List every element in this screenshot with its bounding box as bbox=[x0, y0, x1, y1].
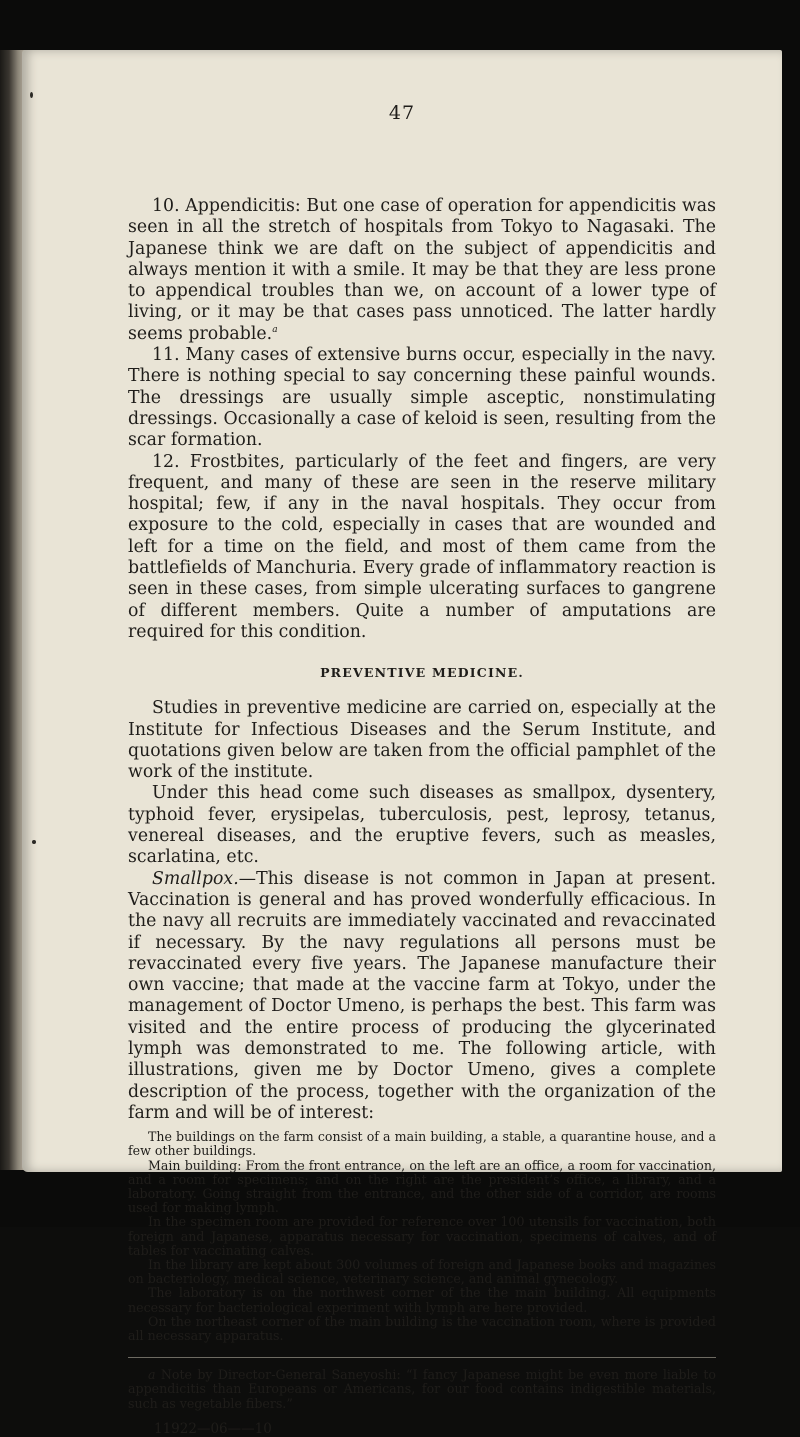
quoted-paragraph: The buildings on the farm consist of a main building, a stable, a quarantine house, and a few other buildings. bbox=[128, 1129, 716, 1159]
printer-signature: 11922—06——10 bbox=[154, 1420, 272, 1437]
quoted-paragraph: On the northeast corner of the main building is the vaccination room, where is provided all necessary apparatus. bbox=[128, 1313, 716, 1344]
paragraph-appendicitis-text: 10. Appendicitis: But one case of operation for appendicitis was seen in all the stretch of hospitals from Tokyo to Nagasaki. The Japanese think we are daft on the subject of appendicitis and always mention it with a smile. It may be that they are less prone to appendical troubles than we, on account of a lower type of living, or it may be that cases pass unnoticed. The latter hardly seems probable. bbox=[128, 196, 716, 344]
footnote bbox=[128, 1368, 716, 1411]
footnote-mark: a bbox=[148, 1367, 156, 1383]
smallpox-text: —This disease is not common in Japan at present. Vaccination is general and has proved wonderfully efficacious. In the navy all recruits are immediately vaccinated and revaccinated if necessary. By the navy regulations all persons must be revaccinated every five years. The Japanese manufacture their own vaccine; that made at the vaccine farm at Tokyo, under the management of Doctor Umeno, is perhaps the best. This farm was visited and the entire process of producing the glycerinated lymph was demonstrated to me. The following article, with illustrations, given me by Doctor Umeno, gives a complete description of the process, together with the organization of the farm and will be of interest: bbox=[128, 868, 716, 1123]
paragraph-diseases: Under this head come such diseases as smallpox, dysentery, typhoid fever, erysipelas, tuberculosis, pest, leprosy, tetanus, venereal diseases, and the eruptive fevers, such as measles, scarlatina, etc. bbox=[128, 783, 716, 868]
document-page bbox=[22, 50, 782, 1437]
quoted-paragraph: Main building: From the front entrance, on the left are an office, a room for vaccination, and a room for specimens; and on the right are the president’s office, a library, and a laboratory. Going straight from the entrance, and the other side of a corridor, are rooms used for making lymph. bbox=[128, 1157, 716, 1216]
page-number: 47 bbox=[388, 102, 416, 124]
paragraph-smallpox bbox=[128, 869, 716, 1125]
section-heading: PREVENTIVE MEDICINE. bbox=[320, 665, 524, 681]
page-body bbox=[128, 196, 716, 1437]
quoted-paragraph: The laboratory is on the northwest corner of the the main building. All equipments necessary for bacteriological experiment with lymph are here provided. bbox=[128, 1285, 716, 1315]
footnote-reference: a bbox=[272, 325, 278, 336]
paragraph-preventive-intro: Studies in preventive medicine are carried on, especially at the Institute for Infectious Diseases and the Serum Institute, and quotations given below are taken from the official pamphlet of the work of the institute. bbox=[128, 698, 716, 783]
paragraph-frostbites: 12. Frostbites, particularly of the feet and fingers, are very frequent, and many of these are seen in the reserve military hospital; few, if any in the naval hospitals. They occur from exposure to the cold, especially in cases that are wounded and left for a time on the field, and most of them came from the battlefields of Manchuria. Every grade of inflammatory reaction is seen in these cases, from simple ulcerating surfaces to gangrene of different members. Quite a number of amputations are required for this condition. bbox=[128, 451, 716, 642]
paper-speck bbox=[32, 840, 36, 844]
footnote-divider bbox=[128, 1357, 716, 1358]
quoted-paragraph: In the library are kept about 300 volumes of foreign and Japanese books and magazines on bacteriology, medical science, veterinary science, and animal gynecology. bbox=[128, 1257, 716, 1287]
smallpox-label: Smallpox. bbox=[152, 868, 239, 889]
paper-speck bbox=[30, 92, 33, 98]
footnote-text: Note by Director-General Saneyoshi: “I fancy Japanese might be even more liable to appendicitis than Europeans or Americans, for our food contains indigestible materials, such as vegetable fibers.” bbox=[128, 1367, 716, 1411]
paragraph-burns: 11. Many cases of extensive burns occur, especially in the navy. There is nothing special to say concerning these painful wounds. The dressings are usually simple asceptic, nonstimulating dressings. Occasionally a case of keloid is seen, resulting from the scar formation. bbox=[128, 345, 716, 451]
paragraph-appendicitis bbox=[128, 196, 716, 345]
quoted-paragraph: In the specimen room are provided for reference over 100 utensils for vaccination, both foreign and Japanese, apparatus necessary for vaccination, specimens of calves, and of tables for vaccinating calves. bbox=[128, 1214, 716, 1258]
